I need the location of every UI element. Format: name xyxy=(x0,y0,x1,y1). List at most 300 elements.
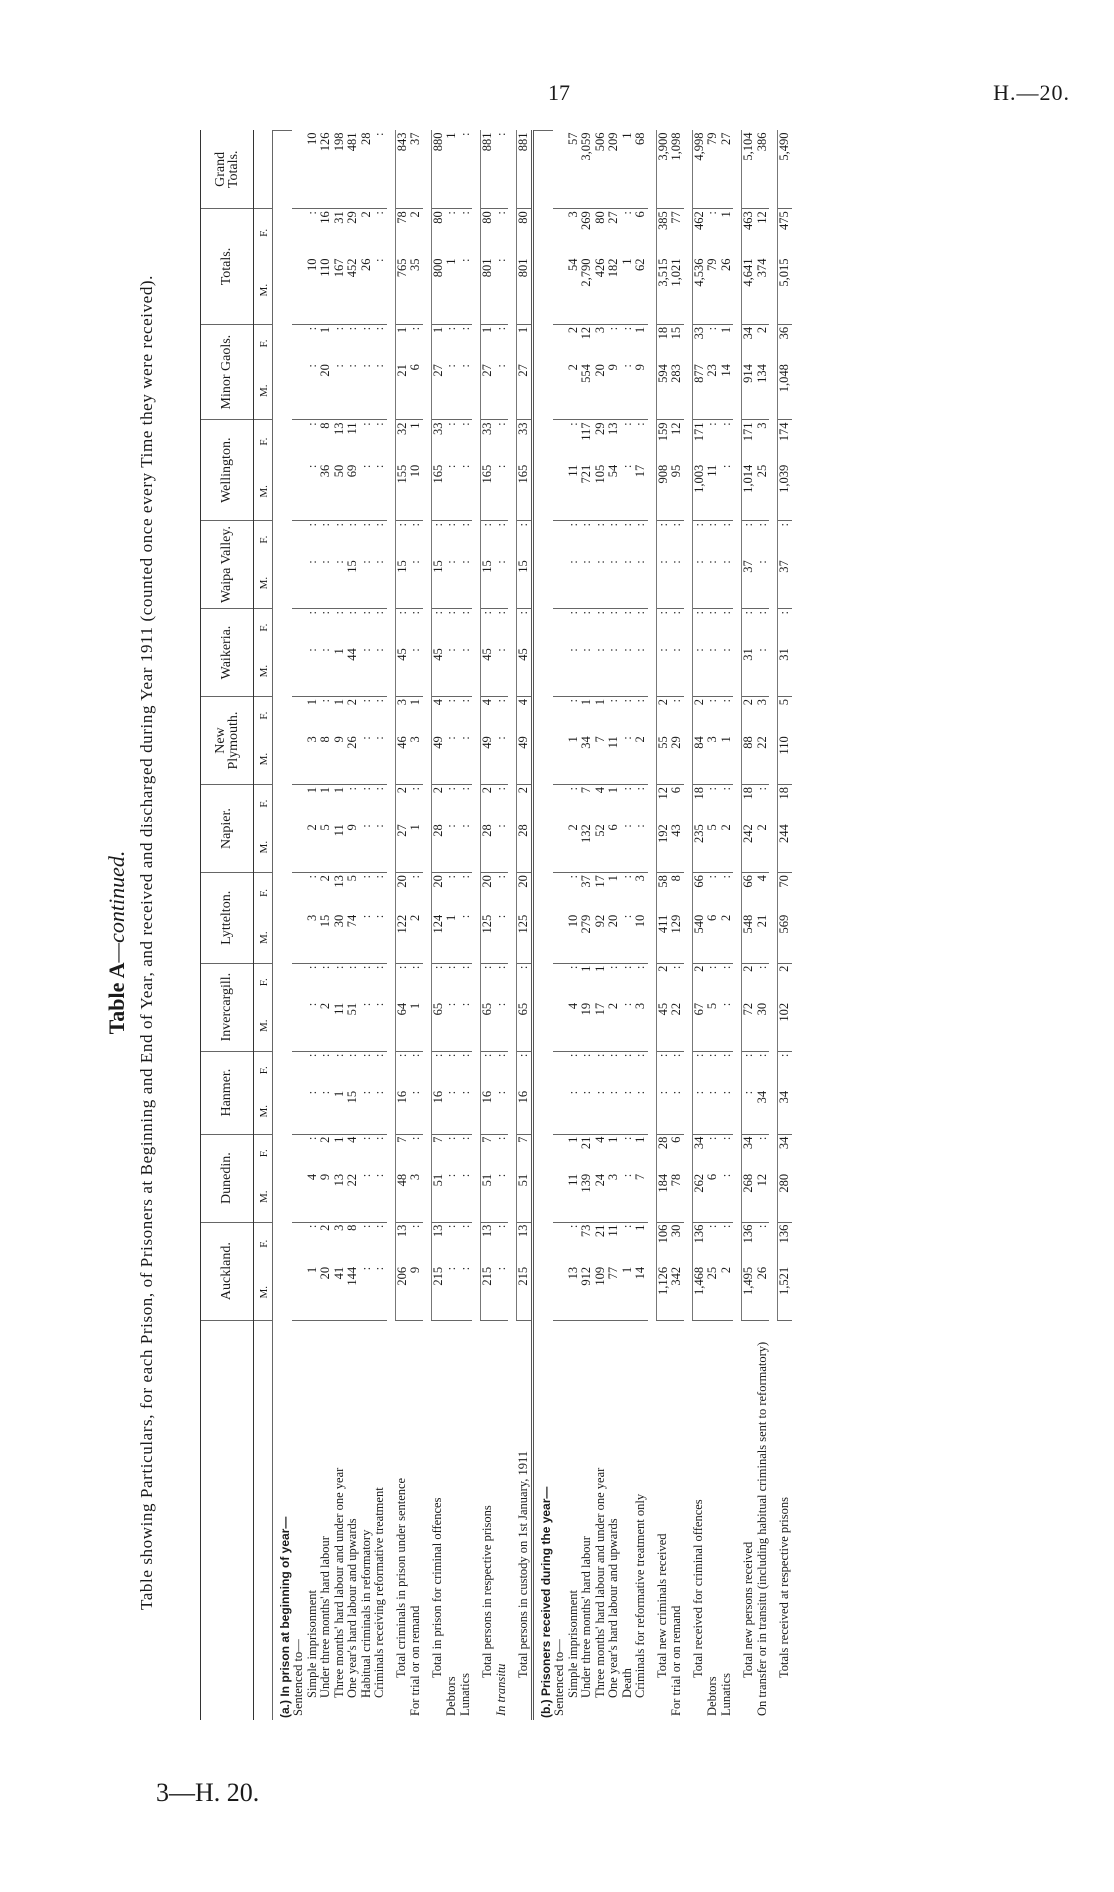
table-cell xyxy=(553,822,567,872)
table-cell: : xyxy=(457,611,472,615)
table-cell: 12 xyxy=(756,1172,770,1222)
table-cell: 165 xyxy=(517,463,533,521)
table-cell: : xyxy=(304,326,319,331)
table-cell: : xyxy=(457,1053,472,1058)
male-subheader: M. xyxy=(254,913,273,963)
table-cell: 3 xyxy=(592,326,607,334)
table-cell: 27 xyxy=(720,131,734,209)
male-subheader: M. xyxy=(254,463,273,521)
table-cell: 13 xyxy=(331,875,346,888)
table-cell: 171 xyxy=(692,420,706,463)
table-cell: 4 xyxy=(431,697,445,735)
table-cell xyxy=(292,1222,306,1265)
table-cell: 5 xyxy=(319,822,333,872)
table-cell: 3 xyxy=(306,734,320,784)
table-cell: 8 xyxy=(318,422,332,429)
total-row xyxy=(395,131,409,1721)
table-cell: 117 xyxy=(579,422,593,441)
table-cell: 41 xyxy=(333,1265,347,1320)
table-cell: 1 xyxy=(567,734,581,784)
table-cell: : xyxy=(565,1224,580,1229)
total-row xyxy=(431,131,445,1721)
table-cell: 914 xyxy=(742,362,756,420)
table-cell: 21 xyxy=(579,1136,593,1150)
table-cell: : xyxy=(372,422,386,426)
table-cell: 12 xyxy=(669,422,683,435)
table-cell: : xyxy=(493,965,508,970)
table-cell: 15 xyxy=(669,326,683,340)
table-cell: : xyxy=(706,1089,720,1134)
table-cell: 43 xyxy=(670,822,684,872)
table-row xyxy=(720,131,734,1721)
table-cell: 182 xyxy=(607,256,621,324)
table-cell xyxy=(553,1172,567,1222)
table-cell: 5,104 xyxy=(742,131,756,209)
female-subheader: F. xyxy=(258,711,270,720)
table-cell: 1 xyxy=(579,699,593,706)
table-cell: : xyxy=(345,611,359,615)
table-cell: 49 xyxy=(517,734,533,784)
table-cell: 65 xyxy=(517,1001,533,1051)
table-cell: 1 xyxy=(395,324,409,362)
table-cell xyxy=(553,256,567,324)
table-cell xyxy=(292,1089,306,1134)
table-cell: 1 xyxy=(318,326,332,334)
table-cell: : xyxy=(331,611,346,615)
table-cell: 3 xyxy=(409,1172,423,1222)
table-cell: : xyxy=(457,523,472,527)
row-label: Simple imprisonment xyxy=(306,1320,320,1720)
table-row xyxy=(306,131,320,1721)
table-cell: 244 xyxy=(778,822,792,872)
table-cell: 1 xyxy=(517,324,533,362)
table-cell: 4 xyxy=(481,697,495,735)
table-cell: : xyxy=(495,646,509,696)
table-cell: 80 xyxy=(481,209,495,257)
table-cell: : xyxy=(445,1172,459,1222)
table-cell: 11 xyxy=(567,463,581,521)
table-cell: 79 xyxy=(706,131,720,209)
table-cell: : xyxy=(358,875,373,879)
table-cell: : xyxy=(720,646,734,696)
table-cell: 908 xyxy=(656,463,670,521)
table-cell: 11 xyxy=(345,422,359,435)
table-cell: 2 xyxy=(318,1136,332,1143)
table-cell: 262 xyxy=(692,1172,706,1222)
rotated-table-page xyxy=(100,120,1090,1765)
spacer-cell xyxy=(684,131,693,1721)
table-cell: : xyxy=(606,326,620,331)
table-cell: : xyxy=(656,609,670,647)
table-cell: : xyxy=(318,699,332,703)
table-cell: : xyxy=(358,326,373,331)
row-label: Debtors xyxy=(445,1320,459,1720)
table-cell: 88 xyxy=(742,734,756,784)
table-cell: 1 xyxy=(304,699,319,706)
table-cell: 2 xyxy=(395,785,409,823)
table-cell: : xyxy=(495,256,509,324)
table-cell: : xyxy=(373,822,387,872)
table-cell xyxy=(553,362,567,420)
table-cell: 3 xyxy=(409,734,423,784)
table-cell: : xyxy=(444,611,458,615)
sex-subheader-blank xyxy=(254,1320,273,1720)
table-cell: 26 xyxy=(360,256,374,324)
table-cell: 33 xyxy=(692,324,706,362)
table-cell: : xyxy=(720,1089,734,1134)
table-cell: 29 xyxy=(345,211,359,224)
table-cell: : xyxy=(495,822,509,872)
table-cell: 2 xyxy=(720,1265,734,1320)
table-cell xyxy=(553,646,567,696)
table-cell: 1 xyxy=(445,913,459,963)
table-cell: 3,900 xyxy=(656,131,670,209)
table-cell: : xyxy=(457,875,472,879)
table-cell: : xyxy=(756,558,770,608)
table-cell: 800 xyxy=(431,256,445,324)
table-cell: : xyxy=(718,875,733,879)
table-cell: 13 xyxy=(333,1172,347,1222)
table-cell: 72 xyxy=(742,1001,756,1051)
table-cell: 1 xyxy=(331,699,346,706)
table-row xyxy=(553,131,567,1721)
table-cell: 198 xyxy=(333,131,347,209)
table-cell: 11 xyxy=(333,1001,347,1051)
table-cell: : xyxy=(633,965,647,970)
table-cell: : xyxy=(481,1051,495,1089)
table-cell: : xyxy=(444,326,458,331)
table-cell: 2 xyxy=(754,326,769,334)
table-cell: : xyxy=(457,965,472,970)
table-cell: : xyxy=(331,965,346,970)
table-cell: : xyxy=(517,609,533,647)
table-cell: 184 xyxy=(656,1172,670,1222)
table-cell: 26 xyxy=(720,256,734,324)
table-cell: : xyxy=(754,1224,769,1229)
table-cell: : xyxy=(606,523,620,527)
table-cell: 2 xyxy=(517,785,533,823)
table-cell: 57 xyxy=(567,131,581,209)
table-cell: : xyxy=(333,558,347,608)
table-cell: : xyxy=(445,463,459,521)
row-label: Three months' hard labour and under one year xyxy=(333,1320,347,1720)
table-cell: 126 xyxy=(319,131,333,209)
table-cell: : xyxy=(445,1089,459,1134)
table-cell: 12 xyxy=(754,211,769,224)
column-header-invercargill: Invercargill. xyxy=(201,963,254,1051)
table-cell: : xyxy=(493,1224,508,1229)
table-cell: : xyxy=(373,463,387,521)
table-cell: : xyxy=(567,1089,581,1134)
table-cell: 110 xyxy=(319,256,333,324)
table-cell: 70 xyxy=(778,873,792,913)
table-cell: 51 xyxy=(517,1172,533,1222)
table-cell: 4,536 xyxy=(692,256,706,324)
table-cell: : xyxy=(656,1051,670,1089)
table-cell: : xyxy=(408,523,422,527)
table-cell: : xyxy=(565,965,580,970)
table-cell: : xyxy=(360,734,374,784)
table-cell: : xyxy=(372,211,386,215)
table-cell: 28 xyxy=(656,1134,670,1172)
table-cell: : xyxy=(457,326,472,331)
male-subheader: M. xyxy=(254,558,273,608)
table-cell: 15 xyxy=(431,558,445,608)
table-cell xyxy=(292,1265,306,1320)
total-row xyxy=(517,131,533,1721)
table-cell: 209 xyxy=(607,131,621,209)
table-cell: : xyxy=(619,787,634,791)
table-cell: 28 xyxy=(517,822,533,872)
table-cell xyxy=(292,1001,306,1051)
row-label: Total persons in respective prisons xyxy=(481,1320,495,1720)
table-cell: 1 xyxy=(718,211,733,218)
table-cell: 62 xyxy=(634,256,648,324)
table-cell: : xyxy=(372,523,386,527)
table-cell: : xyxy=(619,1136,634,1141)
table-cell: 2 xyxy=(358,211,373,218)
table-cell: 165 xyxy=(431,463,445,521)
table-cell xyxy=(292,1134,306,1172)
table-cell: : xyxy=(319,646,333,696)
table-cell: 28 xyxy=(360,131,374,209)
table-cell: 7 xyxy=(594,734,608,784)
table-cell: : xyxy=(444,1136,458,1141)
table-cell: : xyxy=(459,463,473,521)
table-cell xyxy=(292,697,306,735)
table-cell: 22 xyxy=(670,1001,684,1051)
table-cell: 78 xyxy=(395,209,409,257)
table-cell: 20 xyxy=(395,873,409,913)
table-cell: : xyxy=(565,875,580,879)
table-cell: : xyxy=(493,699,508,703)
table-cell: : xyxy=(345,523,359,527)
table-cell: 5,490 xyxy=(778,131,792,209)
row-label: Total received for criminal offences xyxy=(692,1320,706,1720)
table-cell: : xyxy=(358,1053,373,1058)
table-cell: 386 xyxy=(756,131,770,209)
table-cell: : xyxy=(705,523,719,527)
total-row xyxy=(481,131,495,1721)
table-cell: : xyxy=(495,1001,509,1051)
table-cell: : xyxy=(331,523,346,527)
table-cell: : xyxy=(579,523,593,527)
table-cell: 30 xyxy=(756,1001,770,1051)
table-cell: 159 xyxy=(656,420,670,463)
table-row xyxy=(373,131,387,1721)
table-cell: : xyxy=(621,362,635,420)
table-cell: : xyxy=(493,211,508,215)
table-cell: 15 xyxy=(346,1089,360,1134)
table-cell: : xyxy=(754,611,769,615)
table-cell: 15 xyxy=(319,913,333,963)
table-cell: 13 xyxy=(481,1222,495,1265)
table-cell: : xyxy=(594,1089,608,1134)
table-cell: : xyxy=(633,787,647,791)
table-cell: : xyxy=(395,963,409,1001)
table-cell: 2 xyxy=(306,822,320,872)
table-cell xyxy=(292,963,306,1001)
table-cell: : xyxy=(373,1001,387,1051)
table-cell: 1 xyxy=(718,326,733,334)
table-cell: : xyxy=(304,523,319,527)
table-row xyxy=(333,131,347,1721)
table-cell: 80 xyxy=(431,209,445,257)
table-cell: 1 xyxy=(621,1265,635,1320)
table-cell xyxy=(292,646,306,696)
table-cell: 1 xyxy=(633,1136,647,1143)
table-cell: : xyxy=(346,362,360,420)
table-cell: : xyxy=(619,875,634,879)
table-cell: : xyxy=(580,558,594,608)
table-cell: 1 xyxy=(331,787,346,794)
table-cell: 5 xyxy=(778,697,792,735)
table-cell: 73 xyxy=(579,1224,593,1238)
table-cell: : xyxy=(459,822,473,872)
table-cell: 4 xyxy=(306,1172,320,1222)
table-cell: 36 xyxy=(778,324,792,362)
table-cell: : xyxy=(493,611,508,615)
table-cell: 215 xyxy=(481,1265,495,1320)
total-row xyxy=(742,131,756,1721)
table-cell: 30 xyxy=(669,1224,683,1238)
table-cell: : xyxy=(669,699,683,703)
table-cell: 10 xyxy=(409,463,423,521)
column-header-auckland: Auckland. xyxy=(201,1222,254,1320)
table-row xyxy=(580,131,594,1721)
table-cell xyxy=(292,1172,306,1222)
table-cell: 49 xyxy=(431,734,445,784)
table-row xyxy=(360,131,374,1721)
table-cell: : xyxy=(373,646,387,696)
table-cell: : xyxy=(372,611,386,615)
table-cell: 206 xyxy=(395,1265,409,1320)
row-label: Criminals receiving reformative treatment xyxy=(373,1320,387,1720)
row-label: Total new criminals received xyxy=(656,1320,670,1720)
table-cell: 49 xyxy=(481,734,495,784)
table-cell: 54 xyxy=(607,463,621,521)
table-cell: : xyxy=(634,558,648,608)
table-cell: 68 xyxy=(634,131,648,209)
table-cell: 45 xyxy=(431,646,445,696)
table-cell: : xyxy=(692,609,706,647)
table-cell xyxy=(553,609,567,647)
table-cell: : xyxy=(444,699,458,703)
table-cell: 5 xyxy=(706,822,720,872)
table-cell: : xyxy=(358,787,373,791)
table-cell: : xyxy=(360,1265,374,1320)
table-cell: 1 xyxy=(579,965,593,972)
table-cell: : xyxy=(331,326,346,331)
table-cell: 6 xyxy=(669,1136,683,1143)
table-cell: 1,495 xyxy=(742,1265,756,1320)
table-cell: : xyxy=(633,1053,647,1058)
table-cell xyxy=(553,1089,567,1134)
male-subheader: M. xyxy=(254,1265,273,1320)
male-subheader: M. xyxy=(254,1001,273,1051)
table-cell: : xyxy=(373,558,387,608)
table-cell: : xyxy=(304,422,319,426)
table-cell: 3 xyxy=(634,1001,648,1051)
table-cell: 1,021 xyxy=(670,256,684,324)
row-label: Under three months' hard labour xyxy=(580,1320,594,1720)
table-cell: : xyxy=(445,646,459,696)
table-cell: : xyxy=(409,1089,423,1134)
table-cell: : xyxy=(633,422,647,426)
table-cell: : xyxy=(358,523,373,527)
table-cell: 2 xyxy=(634,734,648,784)
row-label: Total criminals in prison under sentence xyxy=(395,1320,409,1720)
table-cell: 11 xyxy=(706,463,720,521)
table-cell: : xyxy=(481,521,495,559)
table-cell: 92 xyxy=(594,913,608,963)
table-cell: 594 xyxy=(656,362,670,420)
table-cell: 14 xyxy=(720,362,734,420)
table-cell: 9 xyxy=(333,734,347,784)
table-title-main: Table A xyxy=(104,962,129,1035)
table-cell: : xyxy=(409,646,423,696)
table-title xyxy=(104,120,130,1765)
table-cell: : xyxy=(692,1051,706,1089)
table-cell xyxy=(553,1134,567,1172)
table-cell: : xyxy=(619,326,634,331)
table-cell xyxy=(292,822,306,872)
table-cell: : xyxy=(431,521,445,559)
table-cell: 1 xyxy=(333,1089,347,1134)
table-cell: : xyxy=(606,1053,620,1058)
column-header-wellington: Wellington. xyxy=(201,420,254,521)
table-cell: 2 xyxy=(778,963,792,1001)
table-cell: 2 xyxy=(567,822,581,872)
female-subheader: F. xyxy=(258,437,270,446)
table-cell: : xyxy=(408,326,422,331)
table-cell xyxy=(292,785,306,823)
table-cell: : xyxy=(493,523,508,527)
table-cell: : xyxy=(495,1172,509,1222)
table-cell: 106 xyxy=(656,1222,670,1265)
table-cell: 21 xyxy=(592,1224,607,1238)
table-cell xyxy=(553,913,567,963)
table-cell: : xyxy=(606,611,620,615)
table-cell: : xyxy=(742,609,756,647)
table-cell: 34 xyxy=(778,1134,792,1172)
table-cell: 20 xyxy=(481,873,495,913)
table-cell: : xyxy=(345,965,359,970)
table-cell: : xyxy=(360,463,374,521)
table-cell: 125 xyxy=(481,913,495,963)
table-cell: : xyxy=(333,362,347,420)
table-cell: 29 xyxy=(670,734,684,784)
table-cell: 20 xyxy=(319,362,333,420)
table-cell: : xyxy=(481,609,495,647)
table-cell: : xyxy=(373,1089,387,1134)
table-cell: : xyxy=(304,1136,319,1141)
table-cell: : xyxy=(517,1051,533,1089)
table-cell: : xyxy=(304,875,319,879)
row-label: For trial or on remand xyxy=(670,1320,684,1720)
table-cell: 8 xyxy=(319,734,333,784)
table-cell: : xyxy=(705,611,719,615)
male-subheader: M. xyxy=(254,1089,273,1134)
table-cell: 24 xyxy=(594,1172,608,1222)
table-cell: 1 xyxy=(621,256,635,324)
table-cell: 36 xyxy=(319,463,333,521)
table-cell: 242 xyxy=(742,822,756,872)
table-cell: : xyxy=(718,965,733,970)
table-cell: 110 xyxy=(778,734,792,784)
table-cell: : xyxy=(607,558,621,608)
table-cell: 25 xyxy=(756,463,770,521)
